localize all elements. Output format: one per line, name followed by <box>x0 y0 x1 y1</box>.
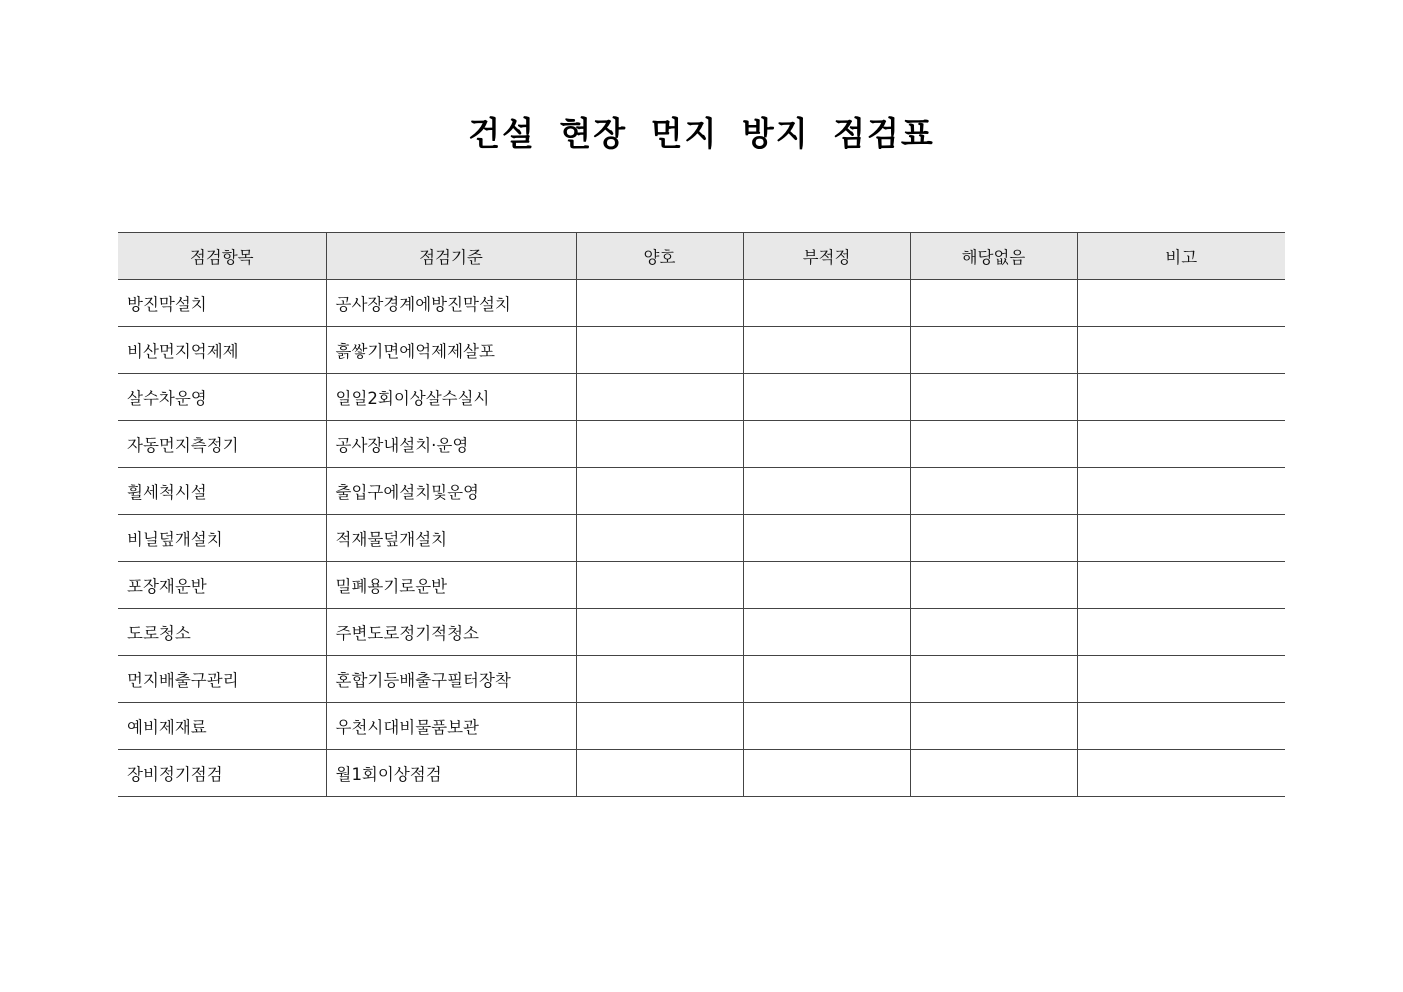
good-mark-cell[interactable] <box>576 421 743 468</box>
remarks-cell[interactable] <box>1077 374 1285 421</box>
table-row <box>118 515 1285 562</box>
remarks-cell[interactable] <box>1077 656 1285 703</box>
inspection-standard-cell: 적재물덮개설치 <box>326 515 576 562</box>
inadequate-mark-cell[interactable] <box>743 374 910 421</box>
not-applicable-mark-cell[interactable] <box>910 750 1077 797</box>
inadequate-mark-cell[interactable] <box>743 656 910 703</box>
inspection-standard-cell: 주변도로정기적청소 <box>326 609 576 656</box>
not-applicable-mark-cell[interactable] <box>910 609 1077 656</box>
header-good: 양호 <box>576 233 743 280</box>
table-row <box>118 562 1285 609</box>
remarks-cell[interactable] <box>1077 562 1285 609</box>
table-row <box>118 280 1285 327</box>
good-mark-cell[interactable] <box>576 656 743 703</box>
inspection-item-cell: 살수차운영 <box>118 374 326 421</box>
remarks-cell[interactable] <box>1077 421 1285 468</box>
inspection-item-cell: 비산먼지억제제 <box>118 327 326 374</box>
inspection-item-cell: 방진막설치 <box>118 280 326 327</box>
header-inadequate: 부적정 <box>743 233 910 280</box>
inspection-item-cell: 포장재운반 <box>118 562 326 609</box>
header-row <box>118 233 1285 280</box>
inadequate-mark-cell[interactable] <box>743 562 910 609</box>
good-mark-cell[interactable] <box>576 750 743 797</box>
remarks-cell[interactable] <box>1077 703 1285 750</box>
remarks-cell[interactable] <box>1077 327 1285 374</box>
inspection-item-cell: 예비제재료 <box>118 703 326 750</box>
inspection-item-cell: 장비정기점검 <box>118 750 326 797</box>
not-applicable-mark-cell[interactable] <box>910 562 1077 609</box>
header-standard: 점검기준 <box>326 233 576 280</box>
inadequate-mark-cell[interactable] <box>743 327 910 374</box>
inadequate-mark-cell[interactable] <box>743 515 910 562</box>
header-remarks: 비고 <box>1077 233 1285 280</box>
inspection-table <box>118 232 1285 797</box>
inspection-standard-cell: 혼합기등배출구필터장착 <box>326 656 576 703</box>
inspection-standard-cell: 공사장내설치·운영 <box>326 421 576 468</box>
table-row <box>118 609 1285 656</box>
inspection-item-cell: 휠세척시설 <box>118 468 326 515</box>
inspection-item-cell: 자동먼지측정기 <box>118 421 326 468</box>
inspection-standard-cell: 밀폐용기로운반 <box>326 562 576 609</box>
not-applicable-mark-cell[interactable] <box>910 515 1077 562</box>
remarks-cell[interactable] <box>1077 280 1285 327</box>
inadequate-mark-cell[interactable] <box>743 609 910 656</box>
inspection-standard-cell: 일일2회이상살수실시 <box>326 374 576 421</box>
inadequate-mark-cell[interactable] <box>743 280 910 327</box>
good-mark-cell[interactable] <box>576 280 743 327</box>
not-applicable-mark-cell[interactable] <box>910 421 1077 468</box>
table-row <box>118 374 1285 421</box>
table-row <box>118 327 1285 374</box>
inspection-standard-cell: 공사장경계에방진막설치 <box>326 280 576 327</box>
table-row <box>118 468 1285 515</box>
table-row <box>118 656 1285 703</box>
not-applicable-mark-cell[interactable] <box>910 703 1077 750</box>
good-mark-cell[interactable] <box>576 609 743 656</box>
inspection-item-cell: 비닐덮개설치 <box>118 515 326 562</box>
remarks-cell[interactable] <box>1077 750 1285 797</box>
good-mark-cell[interactable] <box>576 327 743 374</box>
inspection-item-cell: 도로청소 <box>118 609 326 656</box>
inspection-standard-cell: 월1회이상점검 <box>326 750 576 797</box>
remarks-cell[interactable] <box>1077 468 1285 515</box>
inadequate-mark-cell[interactable] <box>743 703 910 750</box>
not-applicable-mark-cell[interactable] <box>910 656 1077 703</box>
not-applicable-mark-cell[interactable] <box>910 327 1077 374</box>
inspection-standard-cell: 흙쌓기면에억제제살포 <box>326 327 576 374</box>
inadequate-mark-cell[interactable] <box>743 468 910 515</box>
good-mark-cell[interactable] <box>576 515 743 562</box>
inadequate-mark-cell[interactable] <box>743 750 910 797</box>
good-mark-cell[interactable] <box>576 562 743 609</box>
good-mark-cell[interactable] <box>576 703 743 750</box>
header-item: 점검항목 <box>118 233 326 280</box>
not-applicable-mark-cell[interactable] <box>910 468 1077 515</box>
good-mark-cell[interactable] <box>576 468 743 515</box>
header-not-applicable: 해당없음 <box>910 233 1077 280</box>
inadequate-mark-cell[interactable] <box>743 421 910 468</box>
inspection-item-cell: 먼지배출구관리 <box>118 656 326 703</box>
table-row <box>118 750 1285 797</box>
table-row <box>118 703 1285 750</box>
remarks-cell[interactable] <box>1077 515 1285 562</box>
table-row <box>118 421 1285 468</box>
document-title: 건설 현장 먼지 방지 점검표 <box>468 114 935 153</box>
remarks-cell[interactable] <box>1077 609 1285 656</box>
good-mark-cell[interactable] <box>576 374 743 421</box>
not-applicable-mark-cell[interactable] <box>910 374 1077 421</box>
not-applicable-mark-cell[interactable] <box>910 280 1077 327</box>
inspection-standard-cell: 우천시대비물품보관 <box>326 703 576 750</box>
inspection-standard-cell: 출입구에설치및운영 <box>326 468 576 515</box>
